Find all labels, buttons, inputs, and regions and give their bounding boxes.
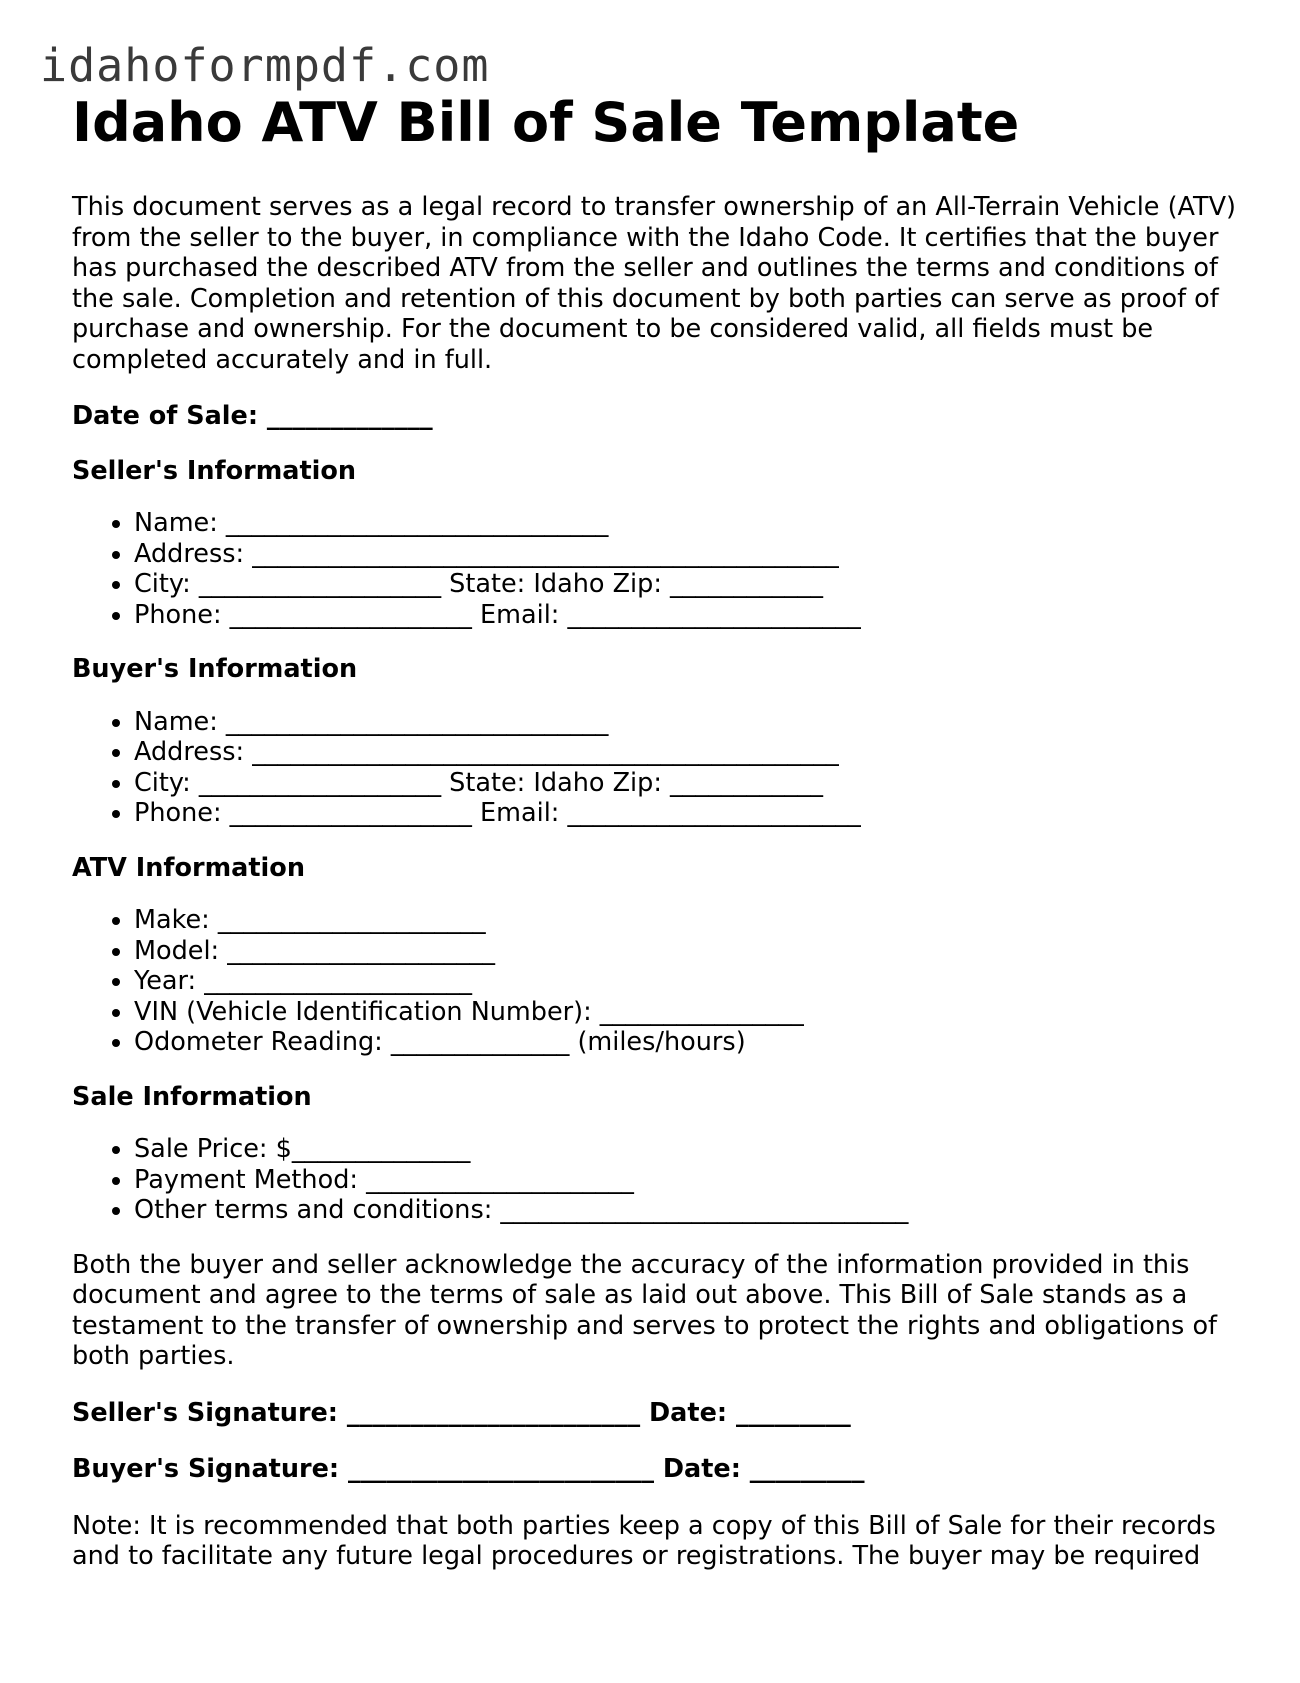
document-body [72,88,1262,1572]
atv-make-field: • Make: _____________________ [134,905,1262,936]
buyer-name-field: • Name: ______________________________ [134,707,1262,738]
buyer-address-field: • Address: ______________________________________________ [134,737,1262,768]
intro-paragraph: This document serves as a legal record to transfer ownership of an All-Terrain Vehicle (ATV) from the seller to the buyer, in compliance with the Idaho Code. It certifies that the buyer has purchased the described ATV from the seller and outlines the terms and conditions of the sale. Completion and retention of this document by both parties can serve as proof of purchase and ownership. For the document to be considered valid, all fields must be completed accurately and in full. [72,192,1236,375]
seller-phone-email-field: • Phone: ___________________ Email: _______________________ [134,600,1262,631]
buyer-signature-line: Buyer's Signature: ________________________ Date: _________ [72,1454,865,1484]
page-title: Idaho ATV Bill of Sale Template [72,91,1020,154]
date-of-sale-field: Date of Sale: _____________ [72,401,433,431]
buyer-info-heading: Buyer's Information [72,654,358,684]
site-watermark: idahoformpdf.com [40,39,490,92]
other-terms-field: • Other terms and conditions: ________________________________ [134,1195,1262,1226]
sale-info-list [72,1134,1262,1226]
seller-city-state-zip-field: • City: ___________________ State: Idaho Zip: ____________ [134,569,1262,600]
atv-info-heading: ATV Information [72,852,305,883]
sale-price-field: • Sale Price: $______________ [134,1134,1262,1165]
atv-model-field: • Model: _____________________ [134,936,1262,967]
seller-name-field: • Name: ______________________________ [134,508,1262,539]
acknowledgement-paragraph: Both the buyer and seller acknowledge the accuracy of the information provided in this document and agree to the terms of sale as laid out above. This Bill of Sale stands as a testament to the transfer of ownership and serves to protect the rights and obligations of both parties. [72,1249,1218,1371]
buyer-phone-email-field: • Phone: ___________________ Email: _______________________ [134,798,1262,829]
atv-vin-field: • VIN (Vehicle Identification Number): ________________ [134,997,1262,1028]
atv-odometer-field: • Odometer Reading: ______________ (miles/hours) [134,1027,1262,1058]
seller-signature-line: Seller's Signature: _______________________ Date: _________ [72,1397,851,1428]
buyer-info-list [72,707,1262,829]
note-paragraph: Note: It is recommended that both parties keep a copy of this Bill of Sale for their records and to facilitate any future legal procedures or registrations. The buyer may be required [72,1510,1216,1571]
seller-info-heading: Seller's Information [72,455,357,486]
atv-info-list [72,905,1262,1058]
seller-address-field: • Address: ______________________________________________ [134,539,1262,570]
buyer-city-state-zip-field: • City: ___________________ State: Idaho Zip: ____________ [134,768,1262,799]
sale-info-heading: Sale Information [72,1081,312,1112]
seller-info-list [72,508,1262,630]
atv-year-field: • Year: _____________________ [134,966,1262,997]
payment-method-field: • Payment Method: _____________________ [134,1165,1262,1196]
